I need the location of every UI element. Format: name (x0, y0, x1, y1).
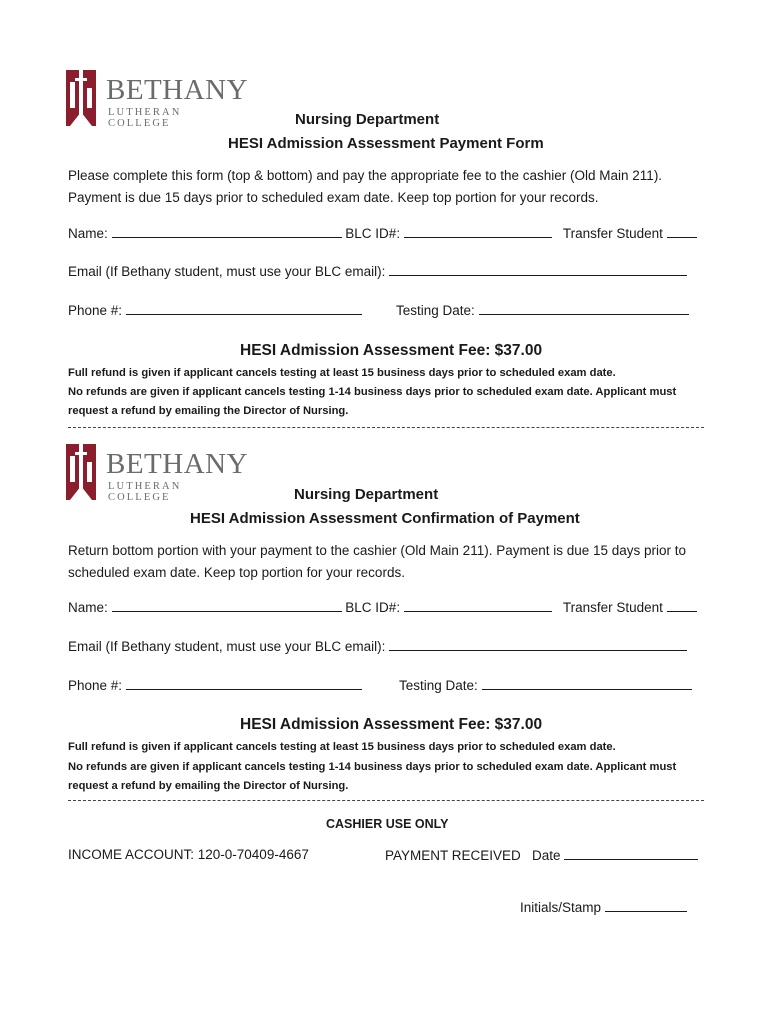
phone-field[interactable] (68, 303, 362, 318)
fee-heading: HESI Admission Assessment Fee: $37.00 (240, 342, 543, 359)
initials-stamp-field[interactable] (520, 900, 687, 915)
blc-id-label: BLC ID#: (345, 226, 401, 241)
logo-subtitle: LUTHERAN COLLEGE (108, 481, 182, 503)
income-account-text: INCOME ACCOUNT: 120-0-70409-4667 (68, 847, 309, 862)
name-field[interactable] (68, 600, 697, 615)
refund-none-text: No refunds are given if applicant cancels testing 1-14 business days prior to scheduled exam date. Applicant must request a refund by emailing the Director of Nursing. (68, 386, 677, 417)
name-blank[interactable] (112, 600, 342, 612)
phone-label: Phone #: (68, 303, 123, 318)
email-field[interactable] (68, 639, 687, 654)
email-field[interactable] (68, 264, 687, 279)
name-label: Name: (68, 600, 108, 615)
cut-line (68, 800, 704, 801)
testing-date-blank[interactable] (482, 678, 692, 690)
email-label: Email (If Bethany student, must use your BLC email): (68, 264, 386, 279)
logo-name: BETHANY (106, 74, 249, 106)
date-blank[interactable] (564, 848, 698, 860)
name-field[interactable] (68, 226, 697, 241)
testing-date-label: Testing Date: (396, 303, 475, 318)
college-logo (66, 442, 249, 503)
logo-subtitle: LUTHERAN COLLEGE (108, 107, 182, 129)
initials-stamp-blank[interactable] (605, 900, 687, 912)
testing-date-blank[interactable] (479, 303, 689, 315)
payment-received-field[interactable] (385, 848, 698, 863)
transfer-student-label: Transfer Student (562, 226, 663, 241)
testing-date-field[interactable] (396, 303, 689, 318)
instructions-text: Please complete this form (top & bottom) and pay the appropriate fee to the cashier (Old Main 211). Payment is due 15 days prior to scheduled exam date. Keep top portion for your records. (68, 168, 663, 205)
refund-full-text: Full refund is given if applicant cancels testing at least 15 business days prior to scheduled exam date. (68, 367, 616, 379)
blc-id-label: BLC ID#: (345, 600, 401, 615)
phone-blank[interactable] (126, 303, 362, 315)
church-tower-icon (66, 68, 96, 126)
refund-full-text: Full refund is given if applicant cancels testing at least 15 business days prior to scheduled exam date. (68, 741, 616, 753)
cashier-use-only-heading: CASHIER USE ONLY (326, 817, 449, 831)
cut-line (68, 427, 704, 428)
testing-date-label: Testing Date: (399, 678, 478, 693)
department-title: Nursing Department (294, 486, 439, 503)
instructions-text: Return bottom portion with your payment to the cashier (Old Main 211). Payment is due 15 days prior to scheduled exam date. Keep top portion for your records. (68, 543, 687, 580)
department-title: Nursing Department (295, 111, 440, 128)
transfer-student-label: Transfer Student (562, 600, 663, 615)
initials-stamp-label: Initials/Stamp (520, 900, 602, 915)
transfer-student-blank[interactable] (667, 226, 697, 238)
transfer-student-blank[interactable] (667, 600, 697, 612)
date-label: Date (532, 848, 561, 863)
church-tower-icon (66, 442, 96, 500)
college-logo (66, 68, 249, 129)
email-blank[interactable] (389, 639, 687, 651)
name-label: Name: (68, 226, 108, 241)
email-blank[interactable] (389, 264, 687, 276)
email-label: Email (If Bethany student, must use your BLC email): (68, 639, 386, 654)
blc-id-blank[interactable] (404, 600, 552, 612)
phone-field[interactable] (68, 678, 362, 693)
logo-name: BETHANY (106, 448, 249, 480)
form-title: HESI Admission Assessment Payment Form (228, 135, 544, 152)
testing-date-field[interactable] (399, 678, 692, 693)
name-blank[interactable] (112, 226, 342, 238)
form-title: HESI Admission Assessment Confirmation of Payment (190, 510, 580, 527)
fee-heading: HESI Admission Assessment Fee: $37.00 (240, 716, 543, 733)
phone-label: Phone #: (68, 678, 123, 693)
blc-id-blank[interactable] (404, 226, 552, 238)
payment-received-label: PAYMENT RECEIVED (385, 848, 521, 863)
phone-blank[interactable] (126, 678, 362, 690)
refund-none-text: No refunds are given if applicant cancels testing 1-14 business days prior to scheduled exam date. Applicant must request a refund by emailing the Director of Nursing. (68, 761, 677, 792)
